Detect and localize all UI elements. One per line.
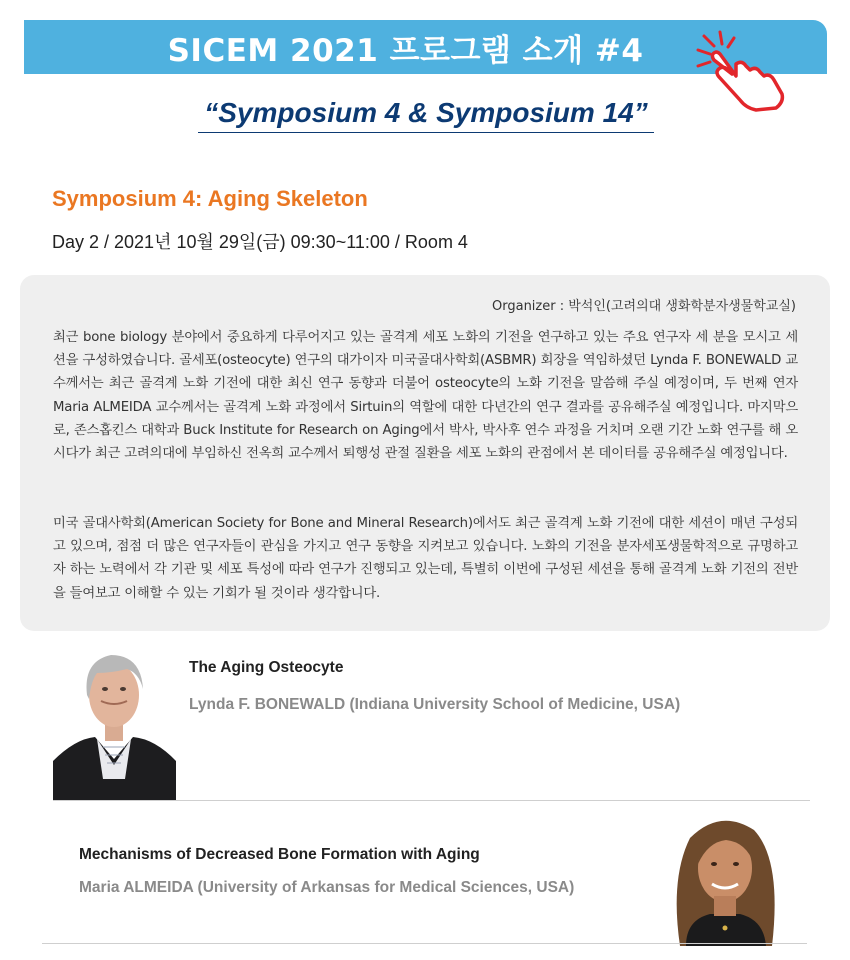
talk-speaker: Maria ALMEIDA (University of Arkansas for Medical Sciences, USA) xyxy=(79,879,575,896)
symposium-schedule: Day 2 / 2021년 10월 29일(금) 09:30~11:00 / Room 4 xyxy=(52,232,468,252)
divider xyxy=(42,943,807,944)
talk-title: The Aging Osteocyte xyxy=(189,659,344,676)
talk-title: Mechanisms of Decreased Bone Formation with Aging xyxy=(79,846,480,863)
symposium-title: Symposium 4: Aging Skeleton xyxy=(52,186,368,211)
divider xyxy=(53,800,810,801)
pointing-hand-icon xyxy=(690,30,790,112)
talk-speaker: Lynda F. BONEWALD (Indiana University School of Medicine, USA) xyxy=(189,696,681,713)
speaker-photo-almeida xyxy=(650,808,799,946)
banner-title: SICEM 2021 프로그램 소개 #4 xyxy=(167,32,644,69)
description-paragraph: 최근 bone biology 분야에서 중요하게 다루어지고 있는 골격계 세포 노화의 기전을 연구하고 있는 주요 연구자 세 분을 모시고 세션을 구성하였습니다. 골세포(osteocyte) 연구의 대가이자 미국골대사학회(ASBMR) 회장을 역임하셨던 Lynda F. BONEWALD 교수께서는 최근 골격계 노화 기전에 대한 최신 연구 동향과 더불어 osteocyte의 노화 기전을 말씀해 주실 예정이며, 두 번째 연자 Maria ALMEIDA 교수께서는 골격계 노화 과정에서 Sirtuin의 역할에 대한 다년간의 연구 결과를 공유해주실 예정입니다. 마지막으로, 존스홉킨스 대학과 Buck Institute for Research on Aging에서 박사, 박사후 연수 과정을 거치며 오랜 기간 노화 연구를 해 오시다가 최근 고려의대에 부임하신 전옥희 교수께서 퇴행성 관절 질환을 세포 노화의 관점에서 본 데이터를 공유해주실 예정입니다. xyxy=(53,330,798,462)
description-box xyxy=(20,275,830,631)
symposium-subtitle: “Symposium 4 & Symposium 14” xyxy=(198,97,654,133)
organizer-line: Organizer : 박석인(고려의대 생화학분자생물학교실) xyxy=(492,299,796,314)
description-paragraph: 미국 골대사학회(American Society for Bone and Mineral Research)에서도 최근 골격계 노화 기전에 대한 세션이 매년 구성되고 있으며, 점점 더 많은 연구자들이 관심을 가지고 연구 동향을 지켜보고 있습니다. 노화의 기전을 분자세포생물학적으로 규명하고자 하는 노력에서 각 기관 및 세포 특성에 따라 연구가 진행되고 있는데, 특별히 이번에 구성된 세션을 통해 골격계 노화 기전의 전반을 들여보고 이해할 수 있는 기회가 될 것이라 생각합니다. xyxy=(53,516,798,601)
speaker-photo-bonewald xyxy=(53,643,176,800)
